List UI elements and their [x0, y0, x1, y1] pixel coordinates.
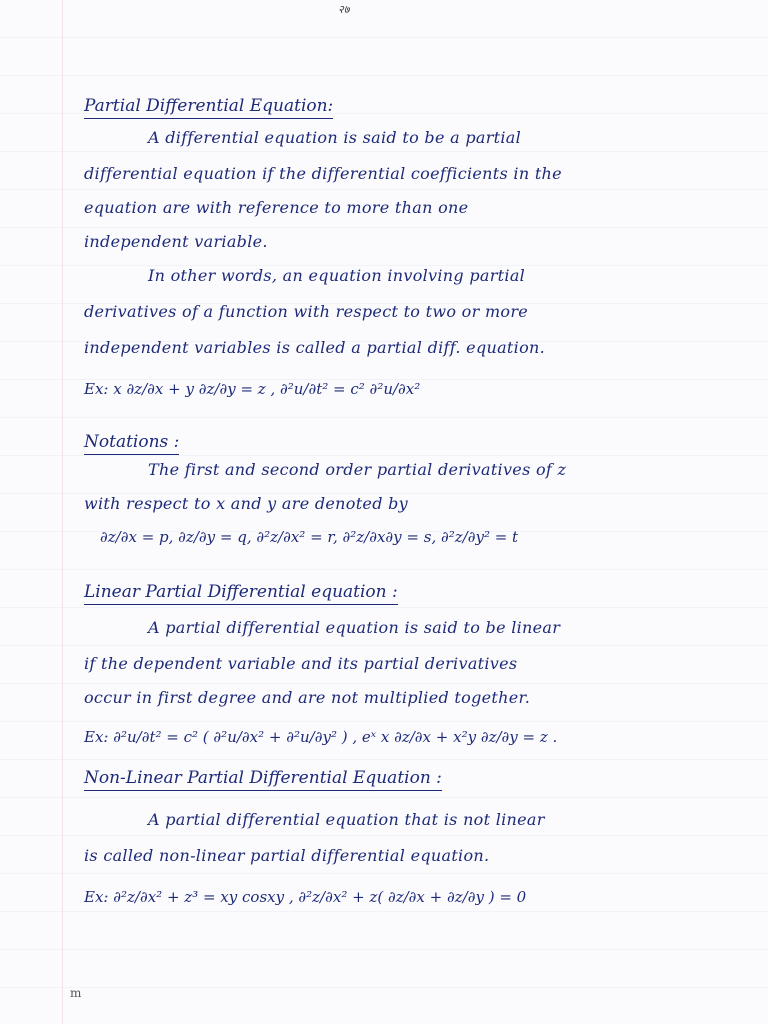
- text-line: with respect to x and y are denoted by: [84, 494, 409, 513]
- heading-partial-differential-equation: [84, 96, 333, 119]
- text-line: derivatives of a function with respect to two or more: [84, 302, 529, 321]
- margin-line: [62, 0, 63, 1024]
- text-line: In other words, an equation involving partial: [148, 266, 526, 285]
- text-line: A partial differential equation that is not linear: [148, 810, 545, 829]
- example-equation: Ex: ∂²u/∂t² = c² ( ∂²u/∂x² + ∂²u/∂y² ) , eˣ x ∂z/∂x + x²y ∂z/∂y = z .: [84, 728, 558, 746]
- heading-underline: [84, 604, 398, 605]
- text-line: is called non-linear partial differential equation.: [84, 846, 490, 865]
- text-line: occur in first degree and are not multiplied together.: [84, 688, 531, 707]
- heading-notations: [84, 432, 179, 455]
- example-equation: Ex: x ∂z/∂x + y ∂z/∂y = z , ∂²u/∂t² = c² ∂²u/∂x²: [84, 380, 421, 398]
- notation-equation: ∂z/∂x = p, ∂z/∂y = q, ∂²z/∂x² = r, ∂²z/∂x∂y = s, ∂²z/∂y² = t: [100, 528, 519, 546]
- heading-text: Non-Linear Partial Differential Equation :: [84, 768, 442, 788]
- text-line: equation are with reference to more than one: [84, 198, 469, 217]
- text-line: The first and second order partial derivatives of z: [148, 460, 567, 479]
- heading-text: Linear Partial Differential equation :: [84, 582, 398, 602]
- heading-underline: [84, 118, 333, 119]
- text-line: differential equation if the differential coefficients in the: [84, 164, 562, 183]
- text-line: if the dependent variable and its partial derivatives: [84, 654, 518, 673]
- page-number: २७: [338, 3, 350, 16]
- example-equation: Ex: ∂²z/∂x² + z³ = xy cosxy , ∂²z/∂x² + z( ∂z/∂x + ∂z/∂y ) = 0: [84, 888, 527, 906]
- heading-text: Partial Differential Equation:: [84, 96, 334, 116]
- heading-text: Notations :: [84, 432, 180, 452]
- heading-underline: [84, 454, 179, 455]
- text-line: independent variables is called a partial diff. equation.: [84, 338, 546, 357]
- text-line: A differential equation is said to be a partial: [148, 128, 522, 147]
- heading-linear-pde: [84, 582, 398, 605]
- text-line: A partial differential equation is said to be linear: [148, 618, 561, 637]
- text-line: independent variable.: [84, 232, 268, 251]
- heading-underline: [84, 790, 442, 791]
- heading-nonlinear-pde: [84, 768, 442, 791]
- bottom-mark: m: [70, 986, 82, 1000]
